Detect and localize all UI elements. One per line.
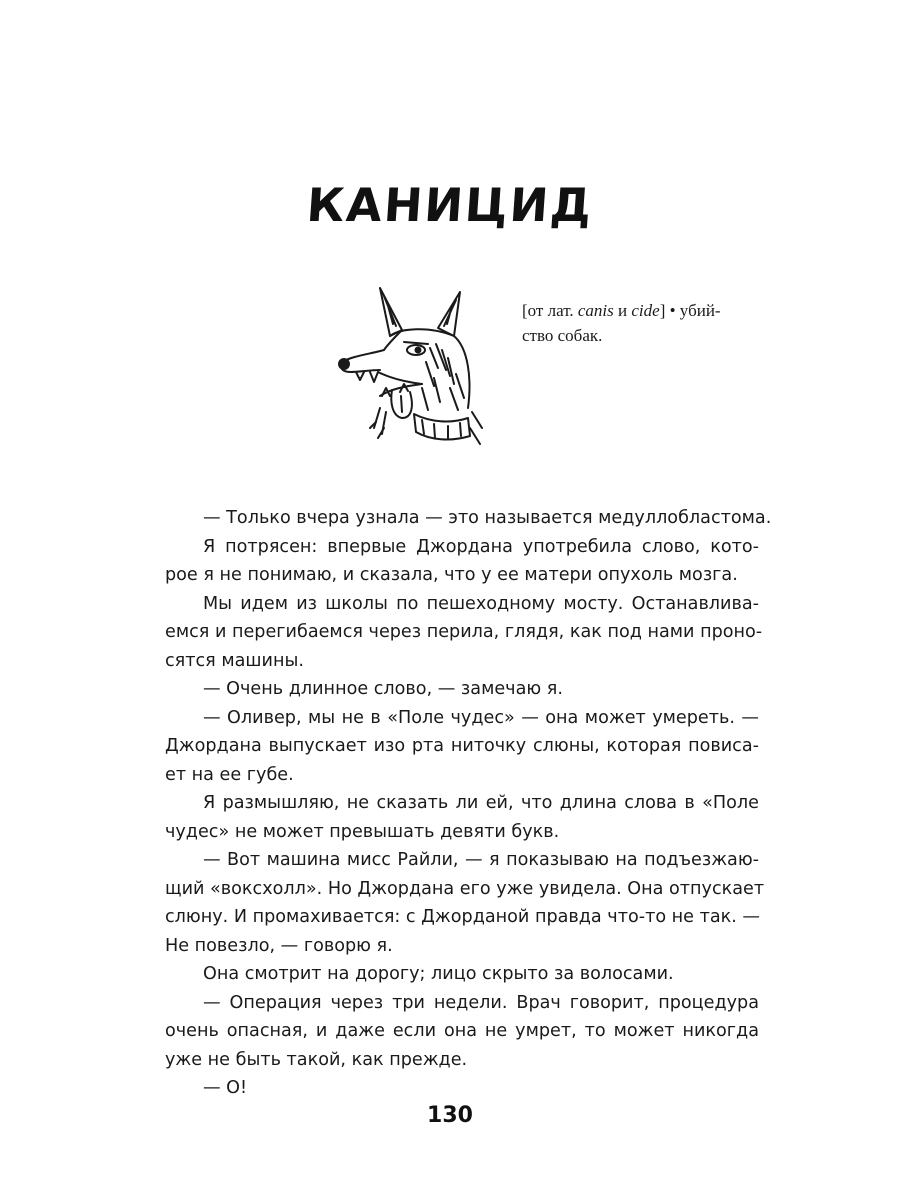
text-line: Я размышляю, не сказать ли ей, что длина слова в «Поле bbox=[203, 793, 759, 813]
text-line: слюну. И промахивается: с Джорданой правда что-то не так. — bbox=[165, 907, 761, 927]
text-line: Мы идем из школы по пешеходному мосту. Останавлива- bbox=[203, 593, 759, 614]
definition-prefix: [от лат. bbox=[522, 301, 578, 320]
text-line: — Операция через три недели. Врач говорит, процедура bbox=[203, 992, 759, 1013]
text-line: сятся машины. bbox=[165, 650, 304, 671]
definition-meaning-start: ] • убий- bbox=[659, 301, 721, 320]
dog-head-drawing-icon bbox=[330, 278, 500, 453]
latin-word-cide: cide bbox=[631, 301, 660, 320]
text-line: — Очень длинное слово, — замечаю я. bbox=[203, 679, 563, 699]
text-line: — Вот машина мисс Райли, — я показываю на подъезжаю- bbox=[203, 850, 759, 870]
text-line: уже не быть такой, как прежде. bbox=[165, 1049, 468, 1070]
text-line: чудес» не может превышать девяти букв. bbox=[165, 821, 560, 842]
text-line: рое я не понимаю, и сказала, что у ее матери опухоль мозга. bbox=[165, 565, 738, 585]
latin-word-canis: canis bbox=[577, 301, 614, 320]
definition-text bbox=[522, 298, 772, 348]
chapter-body bbox=[165, 504, 772, 1103]
text-line: емся и перегибаемся через перила, глядя, как под нами проно- bbox=[165, 622, 763, 642]
text-line: Я потрясен: впервые Джордана употребила слово, кото- bbox=[203, 536, 759, 557]
text-line: — Только вчера узнала — это называется медуллобластома. bbox=[203, 508, 772, 528]
definition-line-2: ство собак. bbox=[522, 326, 603, 345]
chapter-title: КАНИЦИД bbox=[304, 178, 596, 232]
definition-line-1 bbox=[522, 298, 772, 323]
text-line: — О! bbox=[203, 1078, 248, 1098]
text-line: Не повезло, — говорю я. bbox=[165, 935, 393, 956]
text-line: Джордана выпускает изо рта ниточку слюны, которая повиса- bbox=[165, 736, 759, 756]
text-line: Она смотрит на дорогу; лицо скрыто за волосами. bbox=[203, 964, 674, 984]
page-number: 130 bbox=[427, 1103, 473, 1128]
text-line: — Оливер, мы не в «Поле чудес» — она может умереть. — bbox=[203, 707, 759, 728]
text-line: ет на ее губе. bbox=[165, 764, 294, 785]
definition-conjunction: и bbox=[613, 301, 632, 320]
text-line: щий «воксхолл». Но Джордана его уже увидела. Она отпускает bbox=[165, 878, 765, 899]
text-line: очень опасная, и даже если она не умрет, то может никогда bbox=[165, 1021, 759, 1041]
